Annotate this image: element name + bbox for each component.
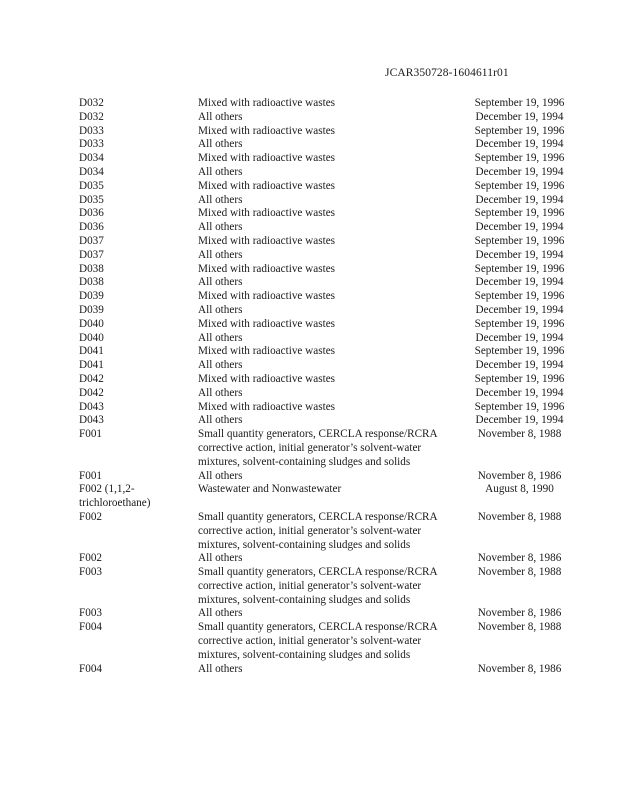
- waste-description: All others: [198, 386, 243, 399]
- effective-date: December 19, 1994: [475, 359, 564, 372]
- table-row: [79, 345, 579, 359]
- table-row: [79, 194, 579, 208]
- table-row: [79, 249, 579, 263]
- waste-code: D041: [79, 359, 104, 372]
- effective-date: September 19, 1996: [474, 97, 565, 109]
- effective-date: September 19, 1996: [474, 124, 565, 137]
- waste-description: Mixed with radioactive wastes: [198, 207, 336, 220]
- waste-code: D038: [79, 262, 104, 275]
- effective-date: November 8, 1988: [477, 566, 562, 579]
- waste-code: D036: [79, 207, 104, 220]
- effective-date: September 19, 1996: [474, 290, 565, 303]
- effective-date: December 19, 1994: [475, 165, 564, 178]
- effective-date: November 8, 1988: [477, 621, 562, 634]
- waste-description: Mixed with radioactive wastes: [198, 179, 336, 192]
- waste-description: Mixed with radioactive wastes: [198, 400, 336, 413]
- waste-code: F002 (1,1,2-trichloroethane): [79, 483, 151, 510]
- effective-date: December 19, 1994: [475, 414, 564, 427]
- waste-description: All others: [198, 359, 243, 372]
- table-row: [79, 566, 579, 607]
- waste-code: D040: [79, 317, 104, 330]
- effective-date: December 19, 1994: [475, 331, 564, 344]
- table-row: [79, 318, 579, 332]
- table-row: [79, 138, 579, 152]
- waste-description: Small quantity generators, CERCLA response/RCRA corrective action, initial generator’s solvent-water mixtures, solvent-containing sludges and solids: [198, 510, 437, 551]
- waste-code: D039: [79, 303, 104, 316]
- table-row: [79, 125, 579, 139]
- effective-date: December 19, 1994: [475, 303, 564, 316]
- effective-date: December 19, 1994: [475, 138, 564, 151]
- effective-date: September 19, 1996: [474, 234, 565, 247]
- effective-date: November 8, 1988: [477, 428, 562, 441]
- table-row: [79, 607, 579, 621]
- effective-date: November 8, 1986: [477, 552, 562, 565]
- table-row: [79, 332, 579, 346]
- waste-description: All others: [198, 469, 243, 482]
- waste-description: All others: [198, 165, 243, 178]
- table-row: [79, 663, 579, 677]
- waste-code: D041: [79, 345, 104, 358]
- waste-code: D042: [79, 372, 104, 385]
- waste-code: D042: [79, 386, 104, 399]
- effective-date: December 19, 1994: [475, 276, 564, 289]
- table-row: [79, 428, 579, 469]
- waste-code: F002: [79, 552, 103, 565]
- table-row: [79, 511, 579, 552]
- waste-description: All others: [198, 110, 243, 123]
- waste-code: D038: [79, 276, 104, 289]
- table-row: [79, 359, 579, 373]
- table-row: [79, 166, 579, 180]
- effective-date: December 19, 1994: [475, 248, 564, 261]
- waste-description: All others: [198, 662, 243, 675]
- effective-date: November 8, 1986: [477, 469, 562, 482]
- waste-description: All others: [198, 193, 243, 206]
- waste-code: F002: [79, 510, 103, 523]
- waste-code: F004: [79, 621, 103, 634]
- table-row: [79, 470, 579, 484]
- table-row: [79, 387, 579, 401]
- waste-code: D039: [79, 290, 104, 303]
- waste-description: All others: [198, 138, 243, 151]
- table-row: [79, 235, 579, 249]
- waste-description: Small quantity generators, CERCLA response/RCRA corrective action, initial generator’s solvent-water mixtures, solvent-containing sludges and solids: [198, 566, 437, 606]
- waste-code: F001: [79, 428, 103, 441]
- table-row: [79, 552, 579, 566]
- table-row: [79, 152, 579, 166]
- waste-description: Mixed with radioactive wastes: [198, 152, 336, 165]
- waste-description: Mixed with radioactive wastes: [198, 290, 336, 303]
- waste-description: All others: [198, 331, 243, 344]
- waste-description: Small quantity generators, CERCLA response/RCRA corrective action, initial generator’s solvent-water mixtures, solvent-containing sludges and solids: [198, 621, 437, 661]
- effective-date: August 8, 1990: [485, 483, 554, 496]
- effective-date: December 19, 1994: [475, 193, 564, 206]
- waste-description: Mixed with radioactive wastes: [198, 97, 336, 109]
- waste-code: D036: [79, 221, 104, 234]
- effective-date: December 19, 1994: [475, 110, 564, 123]
- waste-code: D033: [79, 138, 104, 151]
- table-row: [79, 290, 579, 304]
- waste-code: F001: [79, 469, 103, 482]
- waste-code: D034: [79, 165, 104, 178]
- effective-date: November 8, 1988: [477, 510, 562, 523]
- effective-date: September 19, 1996: [474, 207, 565, 220]
- waste-code: D037: [79, 234, 104, 247]
- table-row: [79, 621, 579, 662]
- table-row: [79, 263, 579, 277]
- waste-code: D035: [79, 179, 104, 192]
- waste-description: Mixed with radioactive wastes: [198, 317, 336, 330]
- waste-description: All others: [198, 552, 243, 565]
- waste-description: All others: [198, 221, 243, 234]
- table-row: [79, 401, 579, 415]
- waste-code: D035: [79, 193, 104, 206]
- waste-code: F003: [79, 607, 103, 620]
- waste-code: F003: [79, 566, 103, 579]
- waste-description: Mixed with radioactive wastes: [198, 345, 336, 358]
- waste-description: All others: [198, 414, 243, 427]
- waste-description: Wastewater and Nonwastewater: [198, 483, 342, 496]
- effective-date: September 19, 1996: [474, 152, 565, 165]
- effective-date: September 19, 1996: [474, 262, 565, 275]
- effective-date: November 8, 1986: [477, 662, 562, 675]
- document-id: JCAR350728-1604611r01: [385, 67, 509, 79]
- table-row: [79, 180, 579, 194]
- table-row: [79, 304, 579, 318]
- waste-description: Small quantity generators, CERCLA response/RCRA corrective action, initial generator’s solvent-water mixtures, solvent-containing sludges and solids: [198, 428, 437, 468]
- waste-code: D043: [79, 400, 104, 413]
- waste-description: Mixed with radioactive wastes: [198, 262, 336, 275]
- waste-code: D034: [79, 152, 104, 165]
- waste-description: Mixed with radioactive wastes: [198, 372, 336, 385]
- effective-date: September 19, 1996: [474, 400, 565, 413]
- effective-date: September 19, 1996: [474, 372, 565, 385]
- table-row: [79, 97, 579, 111]
- waste-code: D043: [79, 414, 104, 427]
- waste-description: All others: [198, 607, 243, 620]
- waste-description: Mixed with radioactive wastes: [198, 124, 336, 137]
- effective-date: November 8, 1986: [477, 607, 562, 620]
- effective-date: September 19, 1996: [474, 317, 565, 330]
- effective-dates-table: [79, 97, 579, 676]
- waste-code: D040: [79, 331, 104, 344]
- waste-code: D032: [79, 110, 104, 123]
- waste-description: All others: [198, 303, 243, 316]
- effective-date: December 19, 1994: [475, 386, 564, 399]
- waste-code: D033: [79, 124, 104, 137]
- table-row: [79, 221, 579, 235]
- effective-date: December 19, 1994: [475, 221, 564, 234]
- waste-description: All others: [198, 248, 243, 261]
- effective-date: September 19, 1996: [474, 345, 565, 358]
- waste-code: F004: [79, 662, 103, 675]
- table-row: [79, 276, 579, 290]
- waste-code: D037: [79, 248, 104, 261]
- table-row: [79, 373, 579, 387]
- table-row: [79, 483, 579, 511]
- waste-code: D032: [79, 97, 104, 109]
- waste-description: Mixed with radioactive wastes: [198, 234, 336, 247]
- table-row: [79, 207, 579, 221]
- table-row: [79, 414, 579, 428]
- effective-date: September 19, 1996: [474, 179, 565, 192]
- table-row: [79, 111, 579, 125]
- waste-description: All others: [198, 276, 243, 289]
